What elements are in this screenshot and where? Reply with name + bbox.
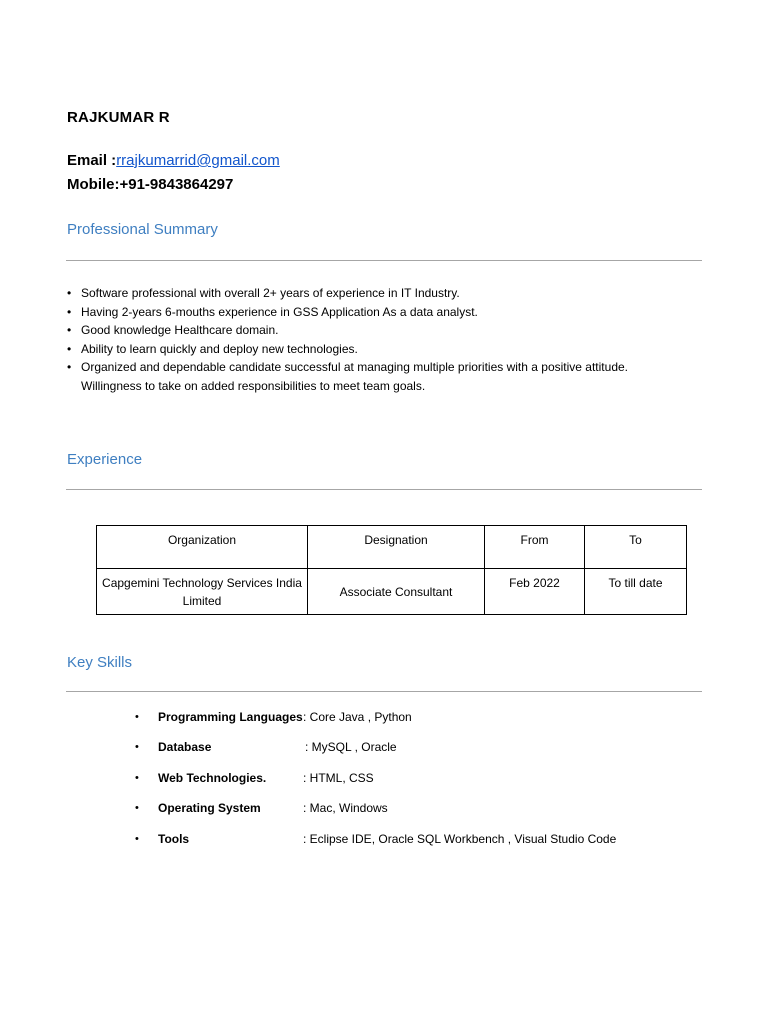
table-row xyxy=(97,569,687,615)
organization-cell: Capgemini Technology Services India Limited xyxy=(97,569,308,615)
summary-list xyxy=(67,284,687,395)
experience-table xyxy=(96,525,687,615)
skills-divider xyxy=(66,691,702,692)
skill-value: : HTML, CSS xyxy=(303,770,374,785)
summary-item: • Organized and dependable candidate successful at managing multiple priorities with a positive attitude. Willingness to take on added responsibilities to meet team goals. xyxy=(67,358,687,395)
skill-label: Tools xyxy=(158,831,190,846)
skill-value: : MySQL , Oracle xyxy=(305,740,397,755)
skill-label: Web Technologies. xyxy=(158,770,267,785)
summary-item: • Software professional with overall 2+ years of experience in IT Industry. xyxy=(67,284,687,303)
skill-value: : Core Java , Python xyxy=(303,710,412,724)
summary-item: • Ability to learn quickly and deploy new technologies. xyxy=(67,340,687,359)
summary-item: • Having 2-years 6-mouths experience in GSS Application As a data analyst. xyxy=(67,303,687,322)
bullet-icon: • xyxy=(135,832,139,845)
table-header-cell: To xyxy=(585,526,687,569)
to-cell: To till date xyxy=(585,569,687,615)
table-header-row xyxy=(97,526,687,569)
bullet-icon: • xyxy=(135,771,139,784)
summary-divider xyxy=(66,260,702,261)
candidate-name: RAJKUMAR R xyxy=(67,109,170,126)
professional-summary-heading: Professional Summary xyxy=(67,221,218,238)
bullet-icon: • xyxy=(135,802,139,815)
skill-label: Database xyxy=(158,740,212,755)
table-header-cell: Designation xyxy=(308,526,485,569)
skill-value: : Mac, Windows xyxy=(303,801,388,816)
table-header-cell: Organization xyxy=(97,526,308,569)
mobile-line: Mobile:+91-9843864297 xyxy=(67,176,234,193)
email-label: Email : xyxy=(67,152,117,169)
bullet-icon: • xyxy=(135,711,139,723)
summary-item: • Good knowledge Healthcare domain. xyxy=(67,321,687,340)
key-skills-heading: Key Skills xyxy=(67,654,133,671)
email-line xyxy=(67,152,280,169)
skill-label: Programming Languages xyxy=(158,710,303,724)
designation-cell: Associate Consultant xyxy=(308,569,485,615)
bullet-icon: • xyxy=(135,741,139,754)
experience-heading: Experience xyxy=(67,451,143,468)
experience-divider xyxy=(66,489,702,490)
from-cell: Feb 2022 xyxy=(485,569,585,615)
skill-label: Operating System xyxy=(158,801,261,816)
skill-value: : Eclipse IDE, Oracle SQL Workbench , Visual Studio Code xyxy=(303,831,617,846)
table-header-cell: From xyxy=(485,526,585,569)
email-link[interactable]: rrajkumarrid@gmail.com xyxy=(116,152,280,169)
